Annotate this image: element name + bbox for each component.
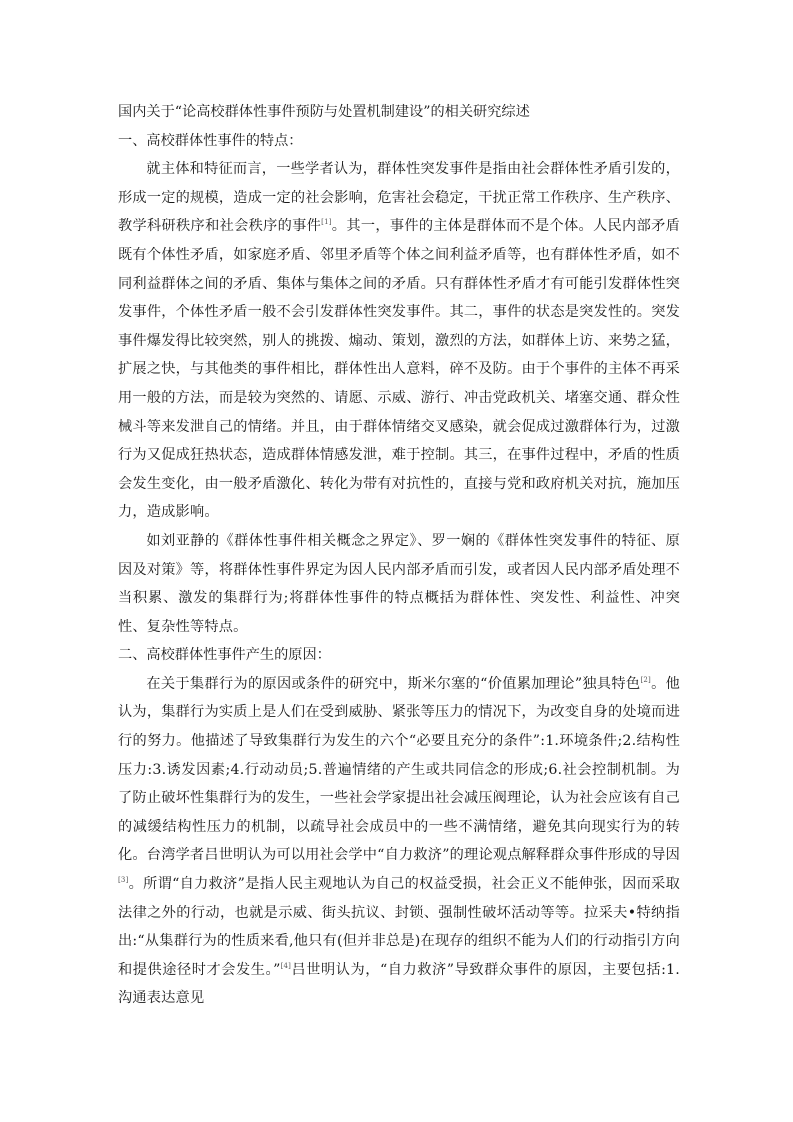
- paragraph-1-text-b: 。其一，事件的主体是群体而不是个体。人民内部矛盾既有个体性矛盾，如家庭矛盾、邻里矛盾等个体之间利益矛盾等，也有群体性矛盾，如不同利益群体之间的矛盾、集体与集体之间的矛盾。只有群体性矛盾才有可能引发群体性突发事件，个体性矛盾一般不会引发群体性突发事件。其二，事件的状态是突发性的。突发事件爆发得比较突然，别人的挑拨、煽动、策划，激烈的方法，如群体上访、来势之猛，扩展之快，与其他类的事件相比，群体性出人意料，碎不及防。由于个事件的主体不再采用一般的方法，而是较为突然的、请愿、示威、游行、冲击党政机关、堵塞交通、群众性械斗等来发泄自己的情绪。并且，由于群体情绪交叉感染，就会促成过激群体行为，过激行为又促成狂热状态，造成群体情感发泄，难于控制。其三，在事件过程中，矛盾的性质会发生变化，由一般矛盾激化、转化为带有对抗性的，直接与党和政府机关对抗，施加压力，造成影响。: [118, 218, 680, 521]
- reference-3: [3]: [118, 876, 129, 885]
- document-title: 国内关于“论高校群体性事件预防与处置机制建设”的相关研究综述: [118, 104, 530, 120]
- paragraph-3-text-d: 吕世明认为，“自力救济”导致群众事件的原因，主要包括:1.沟通表达意见: [118, 961, 680, 1007]
- paragraph-2: 如刘亚静的《群体性事件相关概念之界定》、罗一娴的《群体性突发事件的特征、原因及对策》等，将群体性事件界定为因人民内部矛盾而引发，或者因人民内部矛盾处理不当积累、激发的集群行为;将群体性事件的特点概括为群体性、突发性、利益性、冲突性、复杂性等特点。: [118, 532, 680, 635]
- paragraph-1-text-a: 就主体和特征而言，一些学者认为，群体性突发事件是指由社会群体性矛盾引发的，形成一定的规模，造成一定的社会影响，危害社会稳定，干扰正常工作秩序、生产秩序、教学科研秩序和社会秩序的事件: [118, 161, 680, 235]
- paragraph-3: [118, 670, 680, 1013]
- section-heading-1: 一、高校群体性事件的特点：: [118, 132, 303, 149]
- reference-4: [4]: [280, 961, 292, 970]
- reference-1: [1]: [321, 218, 332, 227]
- paragraph-3-text-a: 在关于集群行为的原因或条件的研究中，斯米尔塞的“价值累加理论”独具特色: [146, 675, 641, 692]
- section-heading-2: 二、高校群体性事件产生的原因：: [118, 647, 331, 664]
- paragraph-3-text-c: 。所谓“自力救济”是指人民主观地认为自己的权益受损，社会正义不能伸张，因而采取法律之外的行动，也就是示威、街头抗议、封锁、强制性破坏活动等等。拉采夫•特纳指出:“从集群行为的性质来看,他只有(但并非总是)在现存的组织不能为人们的行动指引方向和提供途径时才会发生。”: [118, 876, 680, 978]
- reference-2: [2]: [640, 675, 651, 684]
- paragraph-1: [118, 155, 680, 527]
- paragraph-3-text-b: 。他认为，集群行为实质上是人们在受到威胁、紧张等压力的情况下，为改变自身的处境而进行的努力。他描述了导致集群行为发生的六个“必要且充分的条件”:1.环境条件;2.结构性压力:3.诱发因素;4.行动动员;5.普遍情绪的产生或共同信念的形成;6.社会控制机制。为了防止破坏性集群行为的发生，一些社会学家提出社会减压阀理论，认为社会应该有自己的减缓结构性压力的机制，以疏导社会成员中的一些不满情绪，避免其向现实行为的转化。台湾学者吕世明认为可以用社会学中“自力救济”的理论观点解释群众事件形成的导因: [118, 675, 680, 864]
- document-page: [118, 98, 680, 1013]
